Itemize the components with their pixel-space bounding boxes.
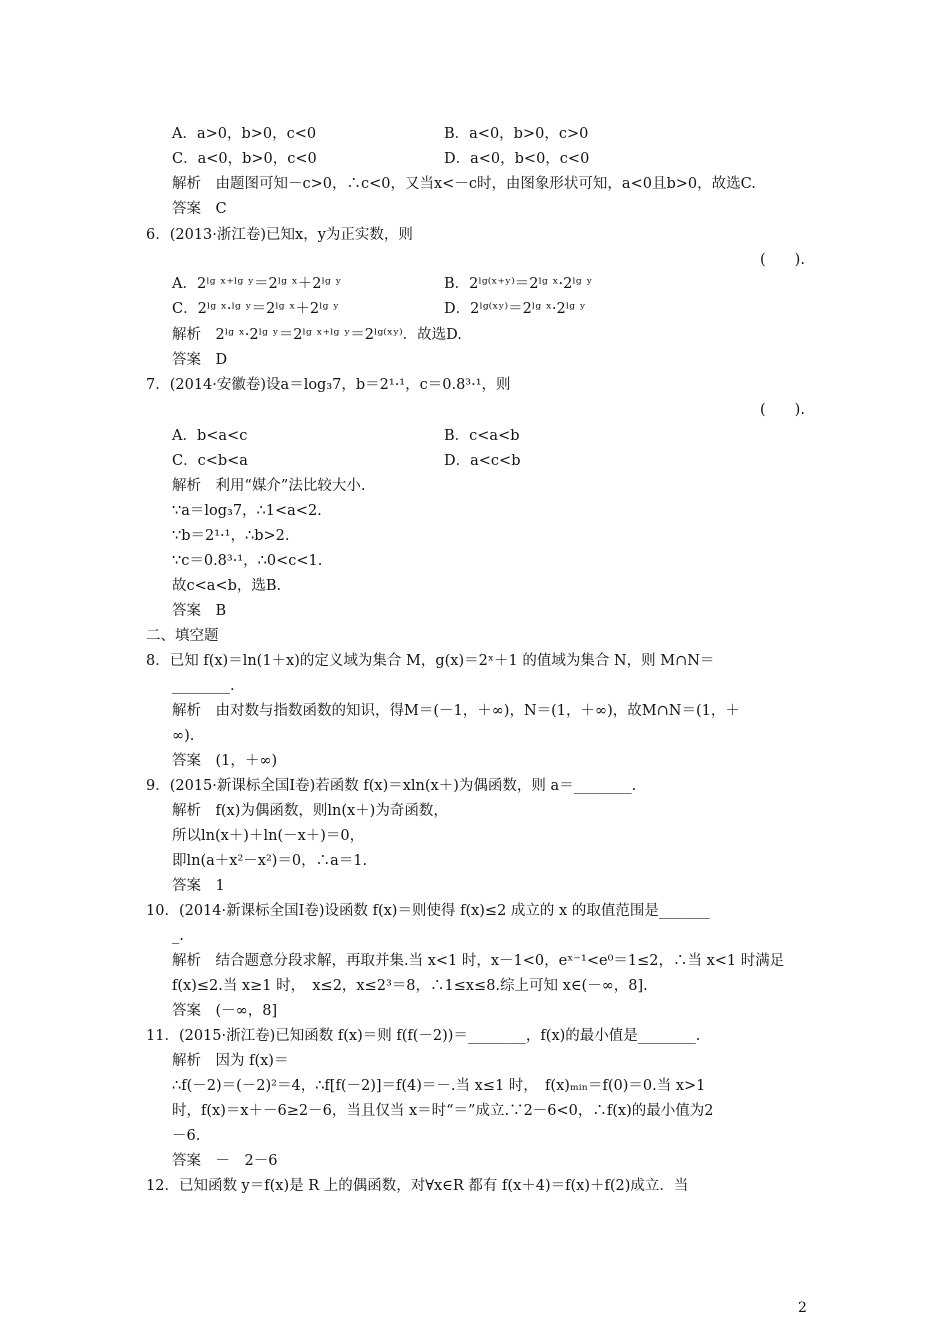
text-line: B．2ˡᵍ⁽ˣ⁺ʸ⁾＝2ˡᵍ ˣ·2ˡᵍ ʸ [444,276,593,292]
text-line: A．a>0，b>0，c<0 [172,126,317,142]
page-number: 2 [798,1300,807,1316]
text-line: 解析 因为 f(x)＝ [172,1053,289,1069]
text-line: 8．已知 f(x)＝ln(1＋x)的定义域为集合 M，g(x)＝2ˣ＋1 的值域为集合 N，则 M∩N＝ [146,653,715,669]
text-line: ________. [172,678,235,694]
text-line: ∵b＝2¹·¹，∴b>2. [172,528,290,544]
text-line: ∵a＝log₃7，∴1<a<2. [172,503,322,519]
text-line: 解析 2ˡᵍ ˣ·2ˡᵍ ʸ＝2ˡᵍ ˣ⁺ˡᵍ ʸ＝2ˡᵍ⁽ˣʸ⁾．故选D. [172,327,462,343]
text-line: 所以ln(x＋)＋ln(－x＋)＝0， [172,828,365,844]
text-line: ∵c＝0.8³·¹，∴0<c<1. [172,553,323,569]
text-line: 答案 C [172,201,227,217]
text-line: 答案 (－∞，8] [172,1003,278,1019]
text-line: ∴f(－2)＝(－2)²＝4，∴f[f(－2)]＝f(4)＝－.当 x≤1 时， f(x)ₘᵢₙ＝f(0)＝0.当 x>1 [172,1078,706,1094]
text-line: 答案 (1，＋∞) [172,753,278,769]
text-line: 12．已知函数 y＝f(x)是 R 上的偶函数，对∀x∈R 都有 f(x＋4)＝f(x)＋f(2)成立．当 [146,1178,689,1194]
text-line: D．a<0，b<0，c<0 [444,151,590,167]
text-line: 时，f(x)＝x＋－6≥2－6，当且仅当 x＝时“＝”成立.∵2－6<0，∴f(x)的最小值为2 [172,1103,714,1119]
text-line: 答案 B [172,603,227,619]
text-line: 解析 由题图可知－c>0，∴c<0，又当x<－c时，由图象形状可知，a<0且b>0，故选C. [172,176,756,192]
text-line: B．c<a<b [444,428,520,444]
text-line: ∞). [172,728,195,744]
text-line: D．a<c<b [444,453,521,469]
text-line: 解析 f(x)为偶函数，则ln(x＋)为奇函数， [172,803,448,819]
text-line: 答案 D [172,352,228,368]
text-line: C．c<b<a [172,453,248,469]
text-line: C．a<0，b>0，c<0 [172,151,317,167]
text-line: 答案 － 2－6 [172,1153,278,1169]
text-line: 11．(2015·浙江卷)已知函数 f(x)＝则 f(f(－2))＝________，f(x)的最小值是________. [146,1028,701,1044]
text-line: f(x)≤2.当 x≥1 时， x≤2，x≤2³＝8，∴1≤x≤8.综上可知 x∈(－∞，8]. [172,978,648,994]
text-line: 10．(2014·新课标全国Ⅰ卷)设函数 f(x)＝则使得 f(x)≤2 成立的 x 的取值范围是_______ [146,903,710,919]
text-line: 7．(2014·安徽卷)设a＝log₃7，b＝2¹·¹，c＝0.8³·¹，则 [146,377,511,393]
text-line: ( ). [760,252,805,268]
text-line: B．a<0，b>0，c>0 [444,126,589,142]
text-line: 即ln(a＋x²－x²)＝0，∴a＝1. [172,853,368,869]
text-line: D．2ˡᵍ⁽ˣʸ⁾＝2ˡᵍ ˣ·2ˡᵍ ʸ [444,301,586,317]
text-line: 解析 结合题意分段求解，再取并集.当 x<1 时，x－1<0，eˣ⁻¹<e⁰＝1≤2，∴当 x<1 时满足 [172,953,785,969]
text-line: 二、填空题 [146,628,219,644]
text-line: _. [172,928,184,944]
text-line: A．b<a<c [172,428,248,444]
text-line: 故c<a<b，选B. [172,578,282,594]
text-line: 答案 1 [172,878,225,894]
text-line: A．2ˡᵍ ˣ⁺ˡᵍ ʸ＝2ˡᵍ ˣ＋2ˡᵍ ʸ [172,276,342,292]
text-line: 9．(2015·新课标全国Ⅰ卷)若函数 f(x)＝xln(x＋)为偶函数，则 a＝________. [146,778,637,794]
text-line: 解析 利用“媒介”法比较大小. [172,478,366,494]
text-line: ( ). [760,402,805,418]
text-line: －6. [172,1128,201,1144]
text-line: C．2ˡᵍ ˣ·ˡᵍ ʸ＝2ˡᵍ ˣ＋2ˡᵍ ʸ [172,301,340,317]
text-line: 6．(2013·浙江卷)已知x，y为正实数，则 [146,227,413,243]
text-line: 解析 由对数与指数函数的知识，得M＝(－1，＋∞)，N＝(1，＋∞)，故M∩N＝(1，＋ [172,703,740,719]
